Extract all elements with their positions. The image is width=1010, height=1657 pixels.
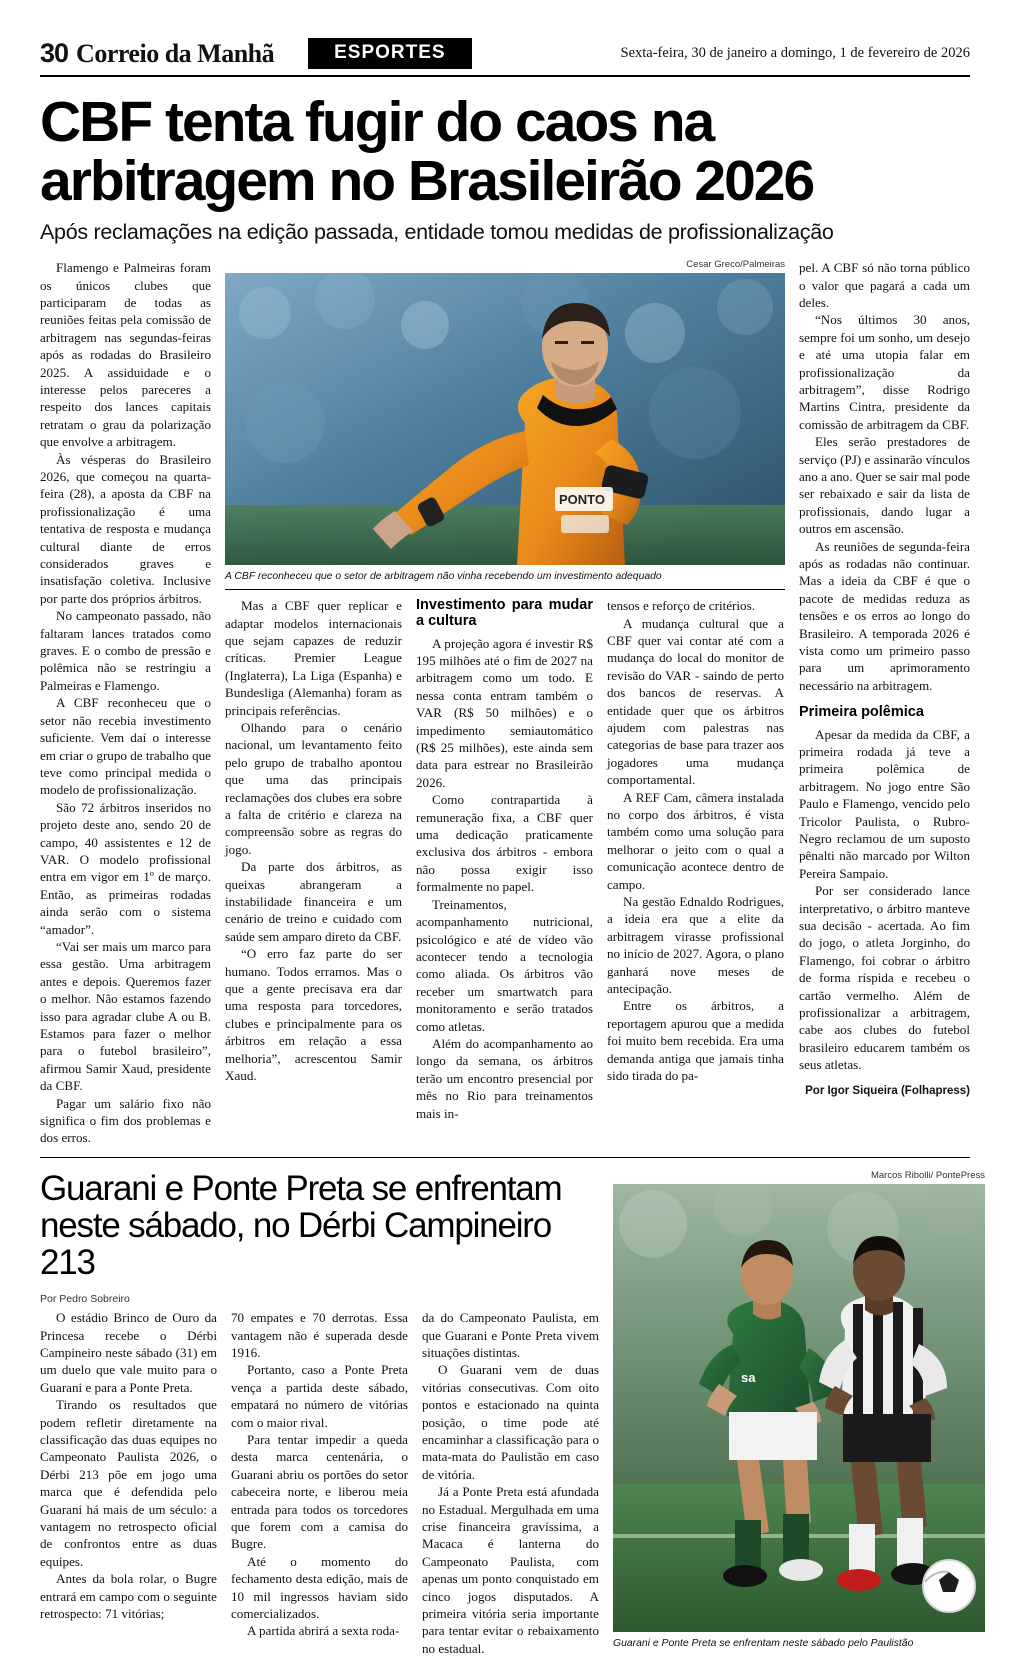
story2-column-2 (231, 1309, 408, 1657)
paragraph: Até o momento do fechamento desta edição, mais de 10 mil ingressos haviam sido comercializados. (231, 1553, 408, 1622)
paragraph: Portanto, caso a Ponte Preta vença a partida deste sábado, empatará no número de vitórias com o maior rival. (231, 1362, 408, 1430)
paragraph: Além do acompanhamento ao longo da semana, os árbitros terão um encontro presencial por mês no Rio para treinamentos mais in- (416, 1035, 593, 1121)
paragraph: “Nos últimos 30 anos, sempre foi um sonho, um desejo e até uma utopia falar em profissionalização da arbitragem”, disse Rodrigo Martins Cintra, presidente da comissão de arbitragem da CBF. (799, 312, 970, 432)
story1-center-block (225, 259, 785, 1147)
paragraph: Antes da bola rolar, o Bugre entrará em campo com o seguinte retrospecto: 71 vitórias; (40, 1571, 217, 1622)
section-tag: ESPORTES (308, 38, 471, 69)
paragraph: 70 empates e 70 derrotas. Essa vantagem não é superada desde 1916. (231, 1310, 408, 1360)
story2-text-block (40, 1170, 599, 1657)
photo-credit: Marcos Ribolli/ PontePress (870, 1169, 985, 1181)
page-title: CBF tenta fugir do caos na arbitragem no Brasileirão 2026 (40, 90, 814, 213)
photo-credit: Cesar Greco/Palmeiras (686, 259, 785, 271)
paragraph: As reuniões de segunda-feira após as rodadas não continuar. Mas a ideia da CBF é que o pacote de medidas reduza as tensões e os erros ao longo do Brasileiro. A temporada 2026 é vista como um primeiro passo para um aprimoramento necessário na arbitragem. (799, 538, 970, 693)
top-story-zone (40, 259, 970, 1147)
issue-date: Sexta-feira, 30 de janeiro a domingo, 1 de fevereiro de 2026 (620, 45, 970, 61)
paragraph: A partida abrirá a sexta roda- (247, 1623, 400, 1639)
paragraph: Entre os árbitros, a reportagem apurou que a medida foi muito bem recebida. Era uma demanda antiga que jamais tinha sido tirada do pa- (607, 998, 784, 1084)
paragraph: Olhando para o cenário nacional, um levantamento feito pelo grupo de trabalho apontou que uma das principais reclamações dos clubes era sobre a falta de critério e clareza na compreensão sobre as regras do jogo. (225, 719, 402, 857)
paragraph: Para tentar impedir a queda desta marca centenária, o Guarani abriu os portões do setor cabeceira norte, e liberou meia entrada para todos os torcedores que forem com a camisa do Bugre. (231, 1431, 408, 1552)
paragraph: O estádio Brinco de Ouro da Princesa recebe o Dérbi Campineiro neste sábado (31) em um duelo que vale muito para o Guarani e para a Ponte Preta. (40, 1310, 217, 1395)
paragraph: Mas a CBF quer replicar e adaptar modelos internacionais que sejam capazes de reduzir críticas. Premier League (Inglaterra), La Liga (Espanha) e Bundesliga (Alemanha) foram as principais referências. (225, 598, 402, 718)
paragraph: A mudança cultural que a CBF quer vai contar até com a mudança do local do monitor de revisão do VAR - saindo de perto dos bancos de reservas. A entidade quer que os árbitros ajudem com palestras nas categorias de base para trazer aos jogadores uma mudança comportamental. (607, 615, 784, 788)
paragraph: da do Campeonato Paulista, em que Guarani e Ponte Preta vivem situações distintas. (422, 1310, 599, 1360)
paragraph: pel. A CBF só não torna público o valor que pagará a cada um deles. (799, 260, 970, 310)
story1-column-3 (416, 597, 593, 1122)
divider (40, 1157, 970, 1158)
paragraph: Flamengo e Palmeiras foram os únicos clubes que participaram de todas as reuniões feitas pela comissão de arbitragem nas segundas-feiras após as rodadas do Brasileiro 2025. A assiduidade e o interesse pelos pareceres a respeito dos lances capitais retratam o grau da polarização que envolve a arbitragem. (40, 260, 211, 450)
paragraph: São 72 árbitros inseridos no projeto deste ano, sendo 20 de campo, 40 assistentes e 12 de VAR. O modelo profissional entra em vigor em 1º de março. Então, as primeiras rodadas ainda serão com o sistema “amador”. (40, 799, 211, 937)
paragraph: Eles serão prestadores de serviço (PJ) e assinarão vínculos ano a ano. Quer se sair mal pode ser rebaixado e sair da lista de profissionais, dando lugar a outros em ascensão. (799, 434, 970, 537)
story2-byline: Por Pedro Sobreiro (40, 1293, 130, 1306)
paragraph: Como contrapartida à remuneração fixa, a CBF quer uma dedicação praticamente exclusiva dos árbitros - embora não possa exigir isso formalmente no papel. (416, 792, 593, 895)
section-subhead-investimento: Investimento para mudar a cultura (416, 597, 593, 630)
story2-title: Guarani e Ponte Preta se enfrentam neste sábado, no Dérbi Campineiro 213 (40, 1168, 562, 1283)
story1-author: Por Igor Siqueira (Folhapress) (805, 1084, 970, 1097)
referee-photo-graphic (225, 273, 785, 565)
paragraph: Às vésperas do Brasileiro 2026, que começou na quarta-feira (28), a aposta da CBF na profissionalização é uma tentativa de resposta e mudança cultural diante de erros considerados graves e insatisfação coletiva. Inclusive por parte dos próprios árbitros. (40, 451, 211, 606)
paragraph: O Guarani vem de duas vitórias consecutivas. Com oito pontos e estacionado na quinta posição, o time pode até encaminhar a classificação para o mata-mata do Paulistão em caso de vitória. (422, 1362, 599, 1482)
paragraph: “Vai ser mais um marco para essa gestão. Uma arbitragem antes e depois. Queremos fazer o melhor. Não estamos fazendo isso para agradar clube A ou B. Estamos para fazer o melhor para o futebol brasileiro”, afirmou Samir Xaud, presidente da CBF. (40, 938, 211, 1094)
derby-photo (613, 1184, 985, 1632)
paragraph: Apesar da medida da CBF, a primeira rodada já teve a primeira polêmica de arbitragem. No jogo entre São Paulo e Flamengo, vencido pelo Tricolor Paulista, o Rubro-Negro reclamou de um suposto pênalti não marcado por Wilton Pereira Sampaio. (799, 726, 970, 881)
story1-column-2 (225, 597, 402, 1122)
svg-text:sa: sa (741, 1369, 756, 1385)
paragraph: A CBF reconheceu que o setor não recebia investimento suficiente. Vem daí o interesse em criar o grupo de trabalho que teve como principal medida o modelo de profissionalização. (40, 695, 211, 798)
story1-column-4 (607, 597, 784, 1122)
paragraph: Já a Ponte Preta está afundada no Estadual. Mergulhada em uma crise financeira gravíssima, a Macaca é lanterna do Campeonato Paulista, com apenas um ponto conquistado em cinco jogos disputados. A primeira vitória seria importante para tentar evitar o rebaixamento no estadual. (422, 1484, 599, 1656)
paragraph: A projeção agora é investir R$ 195 milhões até o fim de 2027 na arbitragem como um todo. E nessa conta entram também o VAR (R$ 50 milhões) e o impedimento semiautomático (R$ 25 milhões), este ainda sem data para estrear no Brasileirão 2026. (416, 635, 593, 790)
paragraph: Na gestão Ednaldo Rodrigues, a ideia era que a elite da arbitragem virasse profissional no início de 2027. Agora, o plano ganhará nove meses de antecipação. (607, 894, 784, 997)
paragraph: Treinamentos, acompanhamento nutricional, psicológico e até de vídeo vão acontecer tendo a tecnologia como aliada. Os árbitros vão receber um smartwatch para monitoramento e serão tratados como atletas. (416, 896, 593, 1034)
story1-column-5 (799, 259, 970, 1147)
paper-name: Correio da Manhã (76, 38, 275, 68)
photo-caption: A CBF reconheceu que o setor de arbitragem não vinha recebendo um investimento adequado (225, 571, 662, 583)
paragraph: “O erro faz parte do ser humano. Todos erramos. Mas o que a gente precisava era dar uma resposta para torcedores, clubes e principalmente para os árbitros em relação a essa melhoria”, acrescentou Samir Xaud. (225, 946, 402, 1084)
divider (225, 589, 785, 590)
paragraph: Por ser considerado lance interpretativo, o árbitro manteve sua decisão - acertada. Ao fim do jogo, o atleta Jorginho, do Flamengo, foi cobrar o árbitro de forma ríspida e recebeu o cartão vermelho. Além de profissionalizar a arbitragem, cabe aos clubes do futebol brasileiro educarem também os seus atletas. (799, 883, 970, 1073)
story2-columns (40, 1309, 599, 1657)
paragraph: Tirando os resultados que podem refletir diretamente na classificação das duas equipes no Campeonato Paulista 2026, o Dérbi 213 põe em jogo uma marca que é defendida pelo Guarani há mais de um século: a vantagem no retrospecto oficial de confrontos entre as duas equipes. (40, 1397, 217, 1569)
paragraph: tensos e reforço de critérios. (607, 598, 755, 614)
referee-photo (225, 273, 785, 565)
paragraph: Da parte dos árbitros, as queixas abrangeram a instabilidade financeira e um cenário de treino e cuidado com saúde sem amparo direto da CBF. (225, 859, 402, 944)
section-subhead-polemica: Primeira polêmica (799, 704, 924, 721)
story2-photo-block (613, 1170, 985, 1657)
paragraph: A REF Cam, câmera instalada no corpo dos árbitros, é vista também como uma solução para melhorar o jeito com o qual a comunicação acontece dentro de campo. (607, 789, 784, 892)
paragraph: No campeonato passado, não faltaram lances tratados como graves. E o combo de pressão e polêmica não se restringiu a Palmeiras e Flamengo. (40, 608, 211, 693)
paragraph: Pagar um salário fixo não significa o fim dos problemas e dos erros. (40, 1095, 211, 1146)
second-story-zone (40, 1168, 985, 1657)
derby-photo-graphic (613, 1184, 985, 1632)
masthead (40, 38, 970, 77)
svg-text:PONTO: PONTO (559, 492, 605, 508)
page-number: 30 (40, 38, 69, 68)
story2-column-3 (422, 1309, 599, 1657)
story2-column-1 (40, 1309, 217, 1657)
story1-under-photo-columns (225, 597, 785, 1122)
photo-caption: Guarani e Ponte Preta se enfrentam neste sábado pelo Paulistão (613, 1637, 914, 1649)
page-subtitle: Após reclamações na edição passada, entidade tomou medidas de profissionalização (40, 220, 834, 245)
story1-column-1 (40, 259, 211, 1147)
